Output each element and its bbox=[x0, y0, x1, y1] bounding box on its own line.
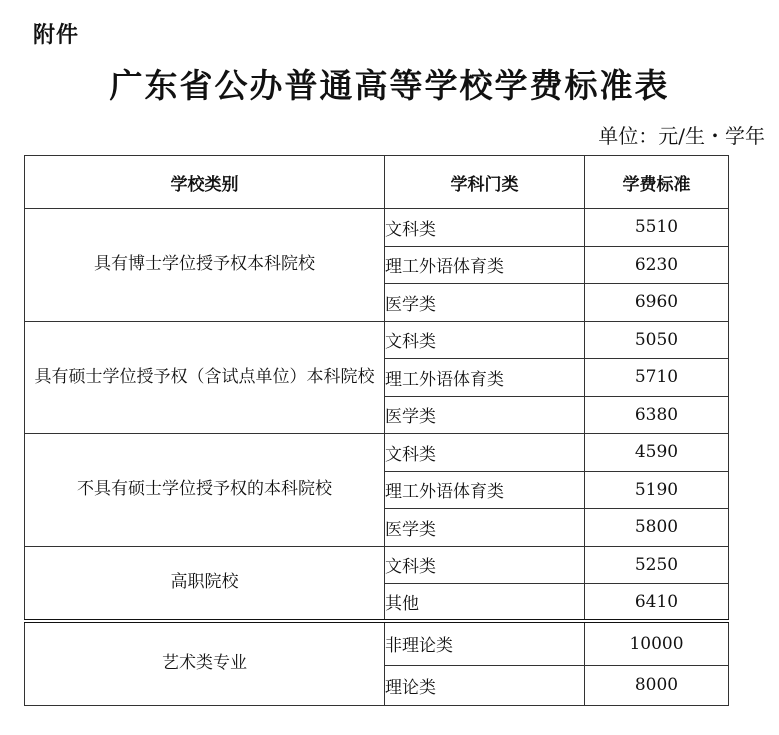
school-category-cell: 具有硕士学位授予权（含试点单位）本科院校 bbox=[25, 321, 385, 434]
table-row bbox=[25, 621, 729, 665]
subject-cell: 非理论类 bbox=[385, 621, 585, 665]
fee-cell: 10000 bbox=[585, 621, 729, 665]
fee-cell: 5510 bbox=[585, 209, 729, 247]
fee-cell: 4590 bbox=[585, 434, 729, 472]
subject-cell: 医学类 bbox=[385, 284, 585, 322]
subject-cell: 文科类 bbox=[385, 546, 585, 584]
subject-cell: 理工外语体育类 bbox=[385, 471, 585, 509]
subject-cell: 文科类 bbox=[385, 434, 585, 472]
header-tuition-standard: 学费标准 bbox=[585, 156, 729, 209]
page-title: 广东省公办普通高等学校学费标准表 bbox=[109, 66, 670, 105]
subject-cell: 文科类 bbox=[385, 321, 585, 359]
attachment-label: 附件 bbox=[33, 23, 80, 48]
fee-cell: 5800 bbox=[585, 509, 729, 547]
subject-cell: 理工外语体育类 bbox=[385, 246, 585, 284]
table-row bbox=[25, 321, 729, 359]
fee-cell: 6230 bbox=[585, 246, 729, 284]
school-category-cell: 高职院校 bbox=[25, 546, 385, 621]
header-subject-category: 学科门类 bbox=[385, 156, 585, 209]
table-row bbox=[25, 209, 729, 247]
subject-cell: 文科类 bbox=[385, 209, 585, 247]
fee-cell: 5050 bbox=[585, 321, 729, 359]
table-header-row bbox=[25, 156, 729, 209]
unit-note: 单位：元/生・学年 bbox=[598, 124, 765, 148]
table-row bbox=[25, 434, 729, 472]
fee-cell: 5190 bbox=[585, 471, 729, 509]
fee-cell: 6410 bbox=[585, 584, 729, 622]
subject-cell: 医学类 bbox=[385, 509, 585, 547]
header-school-category: 学校类别 bbox=[25, 156, 385, 209]
subject-cell: 医学类 bbox=[385, 396, 585, 434]
fee-cell: 5710 bbox=[585, 359, 729, 397]
fee-cell: 5250 bbox=[585, 546, 729, 584]
subject-cell: 其他 bbox=[385, 584, 585, 622]
school-category-cell: 艺术类专业 bbox=[25, 621, 385, 705]
table-row bbox=[25, 546, 729, 584]
school-category-cell: 具有博士学位授予权本科院校 bbox=[25, 209, 385, 322]
fee-cell: 8000 bbox=[585, 665, 729, 705]
subject-cell: 理论类 bbox=[385, 665, 585, 705]
subject-cell: 理工外语体育类 bbox=[385, 359, 585, 397]
fee-cell: 6380 bbox=[585, 396, 729, 434]
fee-cell: 6960 bbox=[585, 284, 729, 322]
tuition-table bbox=[24, 155, 729, 706]
school-category-cell: 不具有硕士学位授予权的本科院校 bbox=[25, 434, 385, 547]
